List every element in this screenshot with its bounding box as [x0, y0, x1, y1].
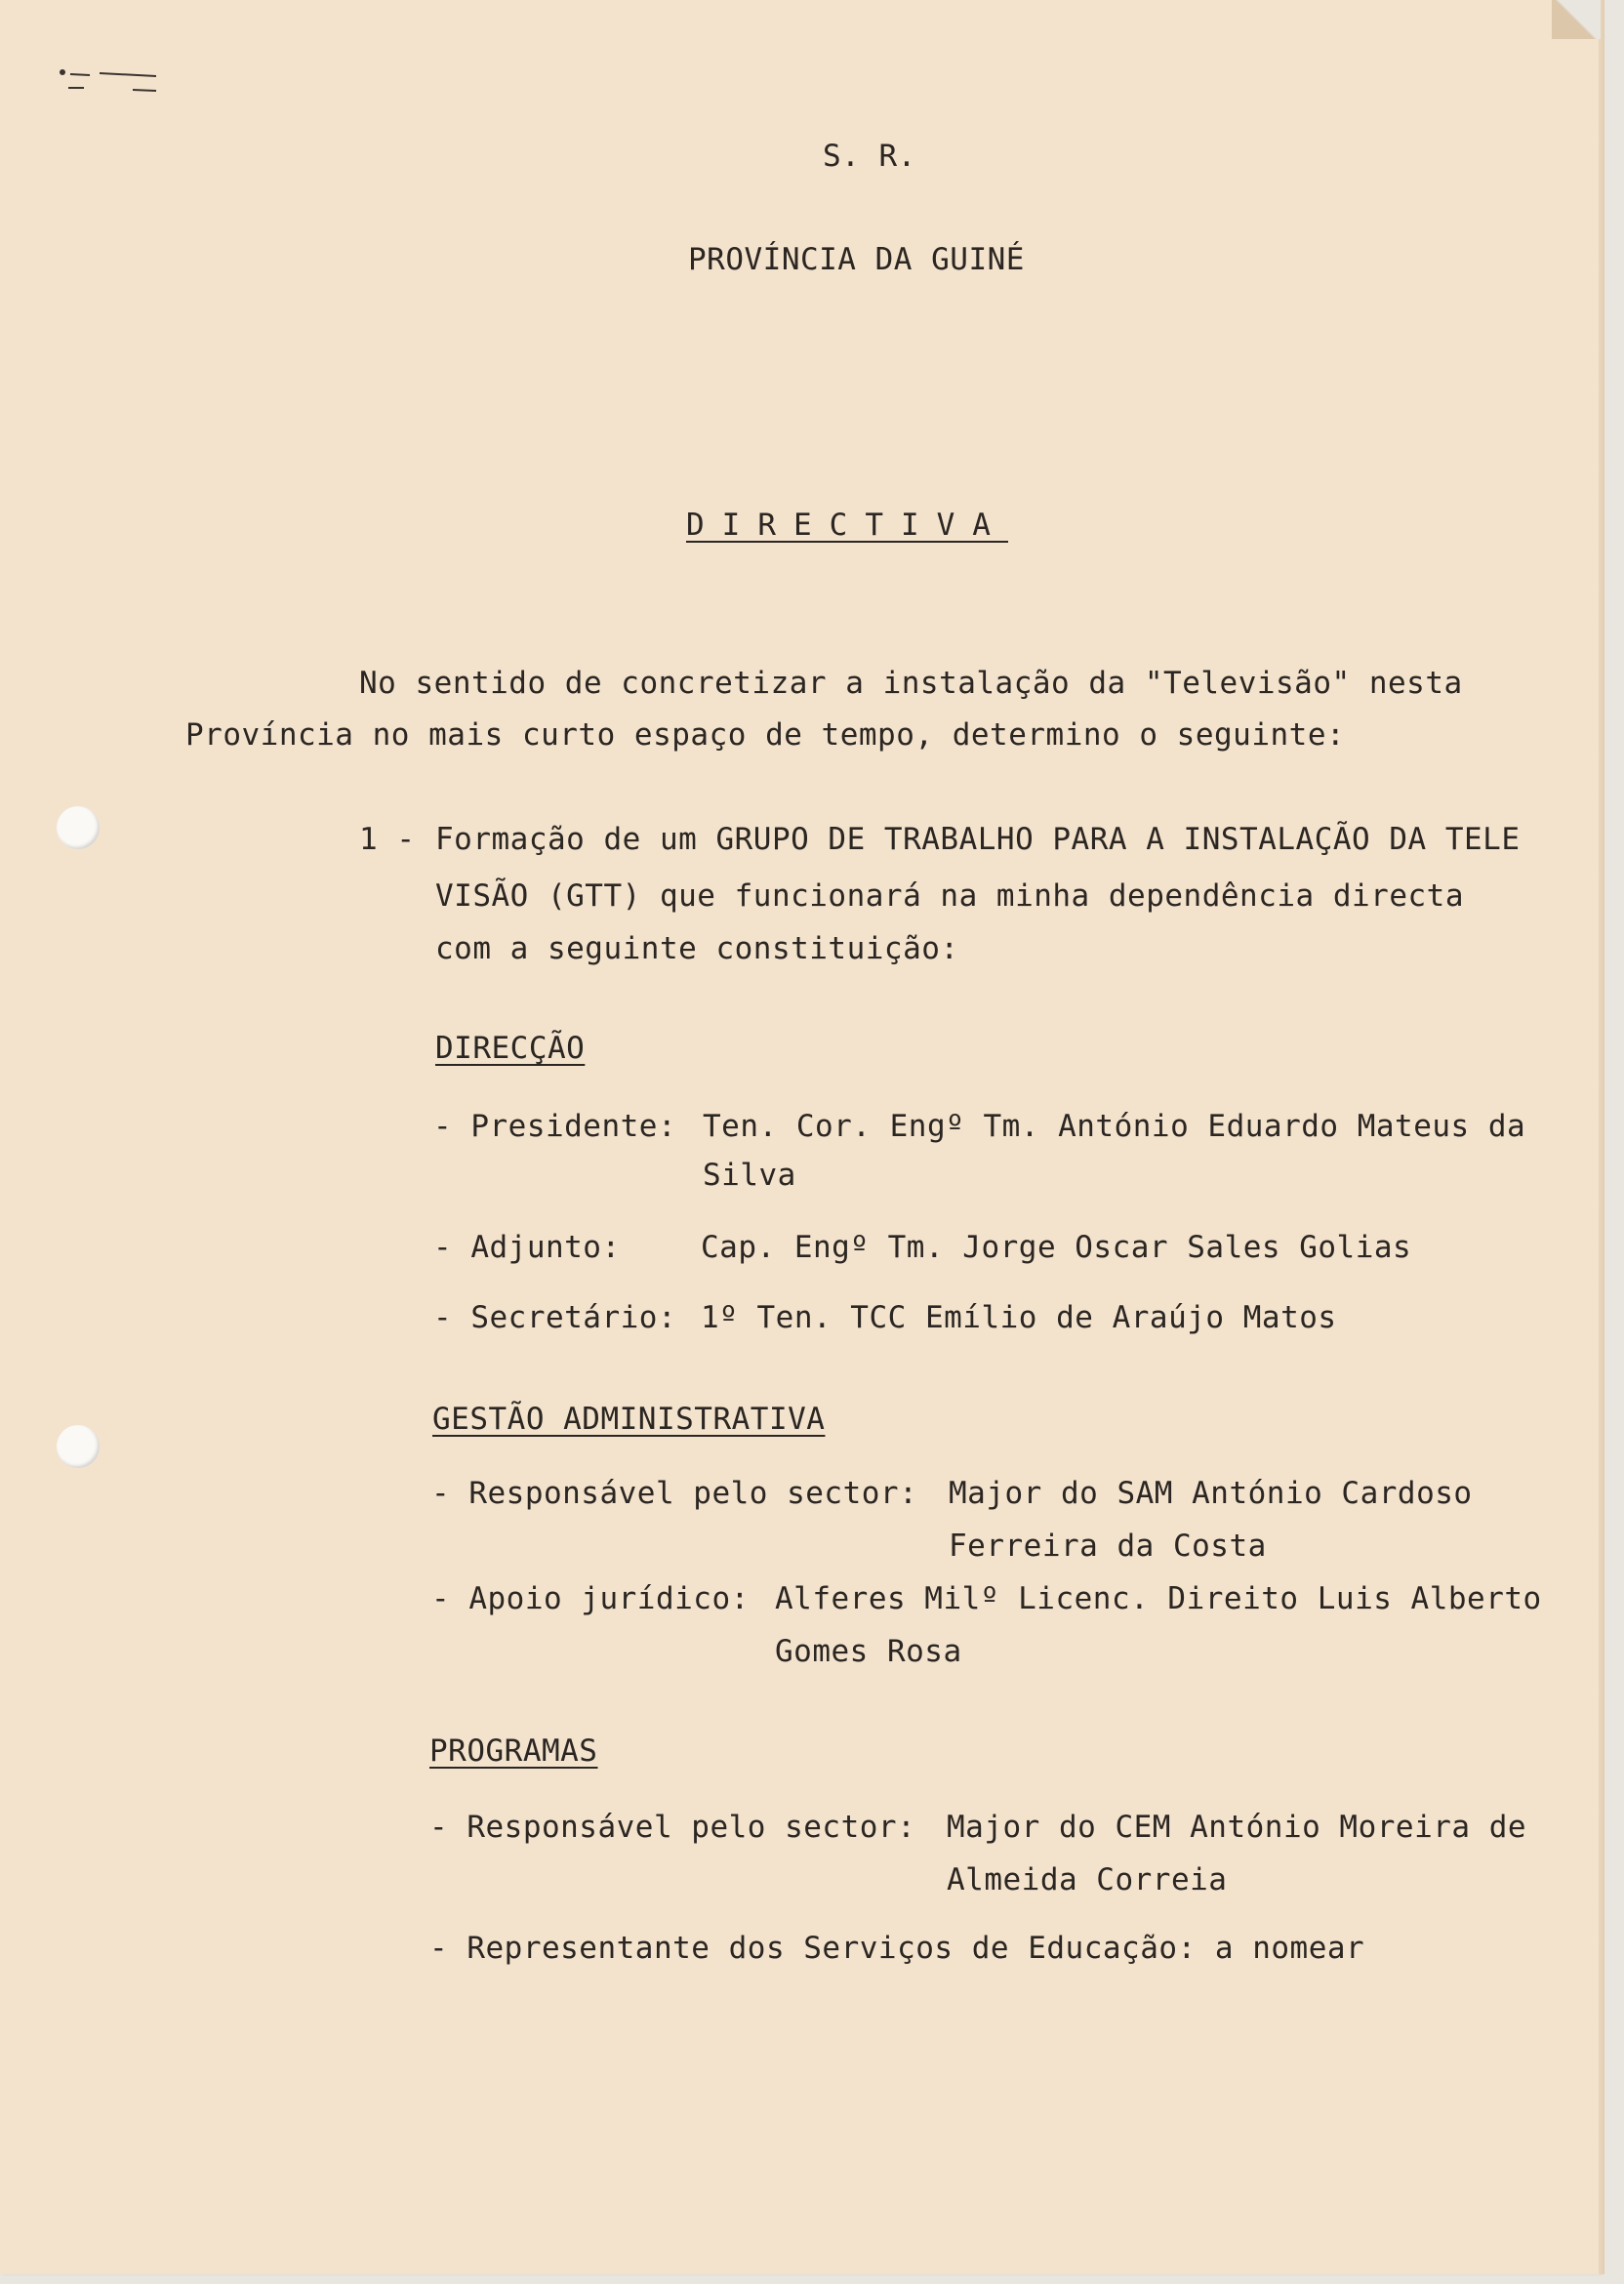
gestao-responsavel-label: - Responsável pelo sector: [431, 1476, 918, 1511]
item-1-line-2: VISÃO (GTT) que funcionará na minha dependência directa [435, 878, 1464, 914]
apoio-value-line-2: Gomes Rosa [775, 1634, 962, 1669]
apoio-value-line-1: Alferes Milº Licenc. Direito Luis Alberto [775, 1581, 1542, 1616]
presidente-label: - Presidente: [433, 1109, 677, 1144]
presidente-value-line-1: Ten. Cor. Engº Tm. António Eduardo Mateus da [703, 1109, 1526, 1144]
programas-responsavel-value-line-1: Major do CEM António Moreira de [947, 1810, 1527, 1845]
page-corner-fold [1552, 0, 1601, 39]
programas-responsavel-label: - Responsável pelo sector: [429, 1810, 916, 1845]
page-edge [1599, 0, 1604, 2274]
apoio-label: - Apoio jurídico: [431, 1581, 750, 1616]
punch-hole-top [57, 806, 100, 849]
item-1-line-1: Formação de um GRUPO DE TRABALHO PARA A INSTALAÇÃO DA TELE [435, 822, 1521, 857]
gestao-responsavel-value-line-2: Ferreira da Costa [949, 1529, 1267, 1564]
adjunto-value: Cap. Engº Tm. Jorge Oscar Sales Golias [701, 1230, 1412, 1265]
gestao-responsavel-value-line-1: Major do SAM António Cardoso [949, 1476, 1473, 1511]
programas-heading: PROGRAMAS [429, 1733, 598, 1769]
sr-heading: S. R. [823, 139, 916, 174]
presidente-value-line-2: Silva [703, 1158, 796, 1193]
document-title: DIRECTIVA [686, 508, 1008, 543]
secretario-label: - Secretário: [433, 1300, 677, 1335]
item-1-line-3: com a seguinte constituição: [435, 931, 959, 966]
secretario-value: 1º Ten. TCC Emílio de Araújo Matos [701, 1300, 1337, 1335]
adjunto-label: - Adjunto: [433, 1230, 621, 1265]
programas-responsavel-value-line-2: Almeida Correia [947, 1862, 1228, 1897]
intro-line-2: Província no mais curto espaço de tempo, determino o seguinte: [185, 717, 1346, 753]
intro-line-1: No sentido de concretizar a instalação da "Televisão" nesta [359, 666, 1463, 701]
ink-mark [57, 66, 164, 96]
direccao-heading: DIRECÇÃO [435, 1031, 586, 1066]
item-1-number: 1 - [359, 822, 416, 857]
representante-line: - Representante dos Serviços de Educação: a nomear [429, 1931, 1365, 1966]
gestao-heading: GESTÃO ADMINISTRATIVA [432, 1402, 826, 1437]
punch-hole-bottom [57, 1425, 100, 1468]
province-heading: PROVÍNCIA DA GUINÉ [688, 242, 1025, 277]
